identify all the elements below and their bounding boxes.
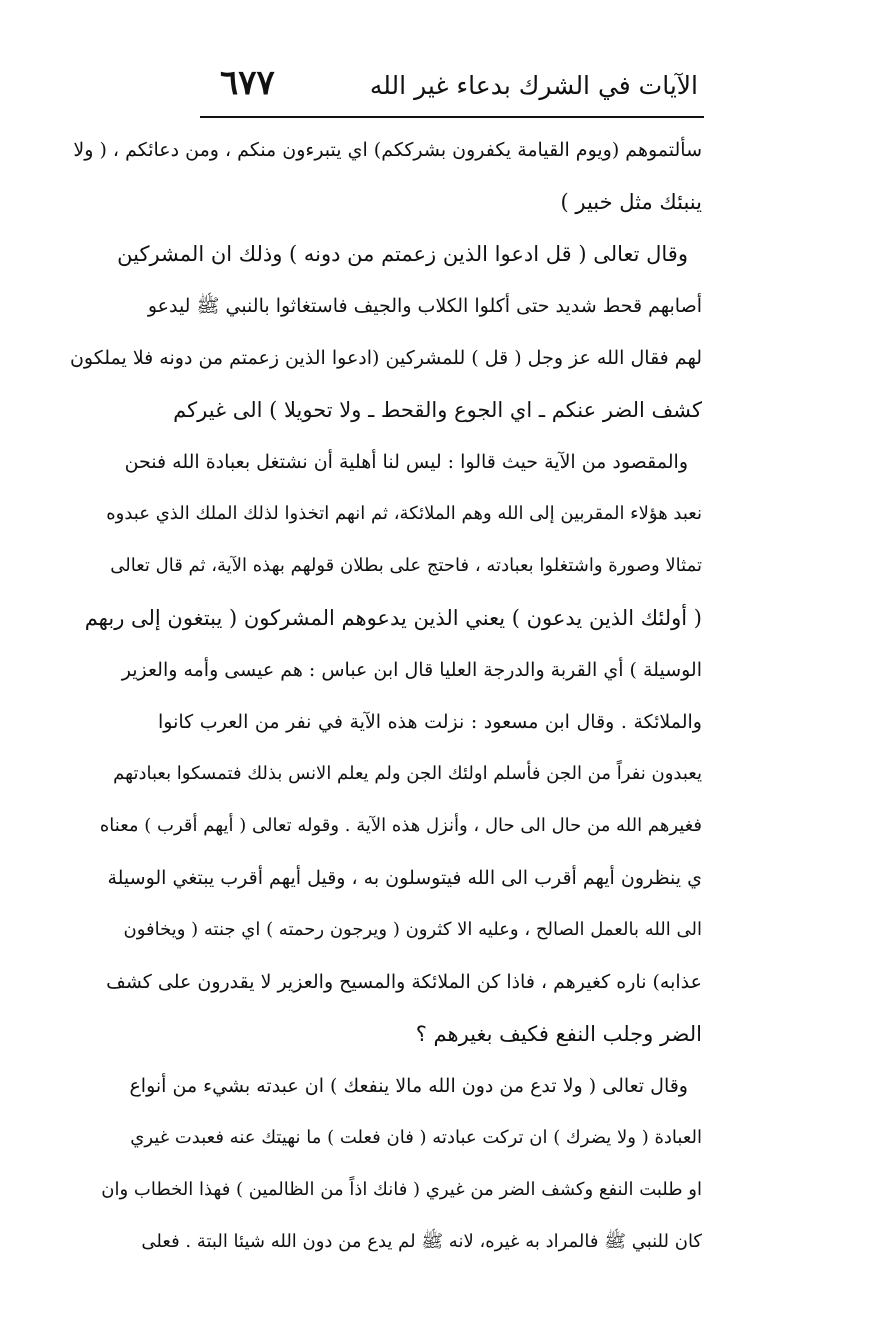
- text-line: الى الله بالعمل الصالح ، وعليه الا كثرون ( ويرجون رحمته ) اي جنته ( ويخافون: [123, 919, 702, 940]
- page-number: ٦٧٧: [220, 63, 275, 103]
- page-header: [200, 62, 704, 118]
- text-line: ي ينظرون أيهم أقرب الى الله فيتوسلون به ، وقيل أيهم أقرب يبتغي الوسيلة: [107, 867, 702, 889]
- text-line: والملائكة . وقال ابن مسعود : نزلت هذه الآية في نفر من العرب كانوا: [158, 711, 702, 733]
- text-line: كشف الضر عنكم ـ اي الجوع والقحط ـ ولا تحويلا ) الى غيركم: [173, 398, 702, 422]
- text-line: لهم فقال الله عز وجل ( قل ) للمشركين (ادعوا الذين زعمتم من دونه فلا يملكون: [69, 347, 702, 369]
- text-line: نعبد هؤلاء المقربين إلى الله وهم الملائكة، ثم انهم اتخذوا لذلك الملك الذي عبدوه: [106, 503, 702, 524]
- running-title: الآيات في الشرك بدعاء غير الله: [369, 71, 698, 100]
- text-line: والمقصود من الآية حيث قالوا : ليس لنا أهلية أن نشتغل بعبادة الله فنحن: [124, 451, 688, 473]
- text-line: العبادة ( ولا يضرك ) ان تركت عبادته ( فان فعلت ) ما نهيتك عنه فعبدت غيري: [130, 1127, 702, 1148]
- text-line: فغيرهم الله من حال الى حال ، وأنزل هذه الآية . وقوله تعالى ( أيهم أقرب ) معناه: [99, 815, 702, 836]
- text-line: الوسيلة ) أي القربة والدرجة العليا قال ابن عباس : هم عيسى وأمه والعزير: [121, 659, 702, 681]
- text-line: ينبئك مثل خبير ): [560, 190, 702, 214]
- text-line: كان للنبي ﷺ فالمراد به غيره، لانه ﷺ لم يدع من دون الله شيئا البتة . فعلى: [141, 1231, 702, 1252]
- text-line: الضر وجلب النفع فكيف بغيرهم ؟: [415, 1022, 702, 1046]
- text-line: ( أولئك الذين يدعون ) يعني الذين يدعوهم المشركون ( يبتغون إلى ربهم: [84, 606, 702, 630]
- body-text: [69, 124, 702, 1268]
- text-line: تمثالا وصورة واشتغلوا بعبادته ، فاحتج على بطلان قولهم بهذه الآية، ثم قال تعالى: [110, 555, 702, 576]
- text-line: سألتموهم (ويوم القيامة يكفرون بشرككم) اي يتبرءون منكم ، ومن دعائكم ، ( ولا: [73, 139, 702, 161]
- text-line: وقال تعالى ( قل ادعوا الذين زعمتم من دونه ) وذلك ان المشركين: [117, 242, 688, 266]
- text-line: عذابه) ناره كغيرهم ، فاذا كن الملائكة والمسيح والعزير لا يقدرون على كشف: [106, 971, 702, 993]
- text-line: أصابهم قحط شديد حتى أكلوا الكلاب والجيف فاستغاثوا بالنبي ﷺ ليدعو: [147, 295, 702, 317]
- text-line: يعبدون نفراً من الجن فأسلم اولئك الجن ولم يعلم الانس بذلك فتمسكوا بعبادتهم: [113, 763, 702, 784]
- text-line: وقال تعالى ( ولا تدع من دون الله مالا ينفعك ) ان عبدته بشيء من أنواع: [129, 1075, 688, 1097]
- text-line: او طلبت النفع وكشف الضر من غيري ( فانك اذاً من الظالمين ) فهذا الخطاب وان: [101, 1179, 702, 1200]
